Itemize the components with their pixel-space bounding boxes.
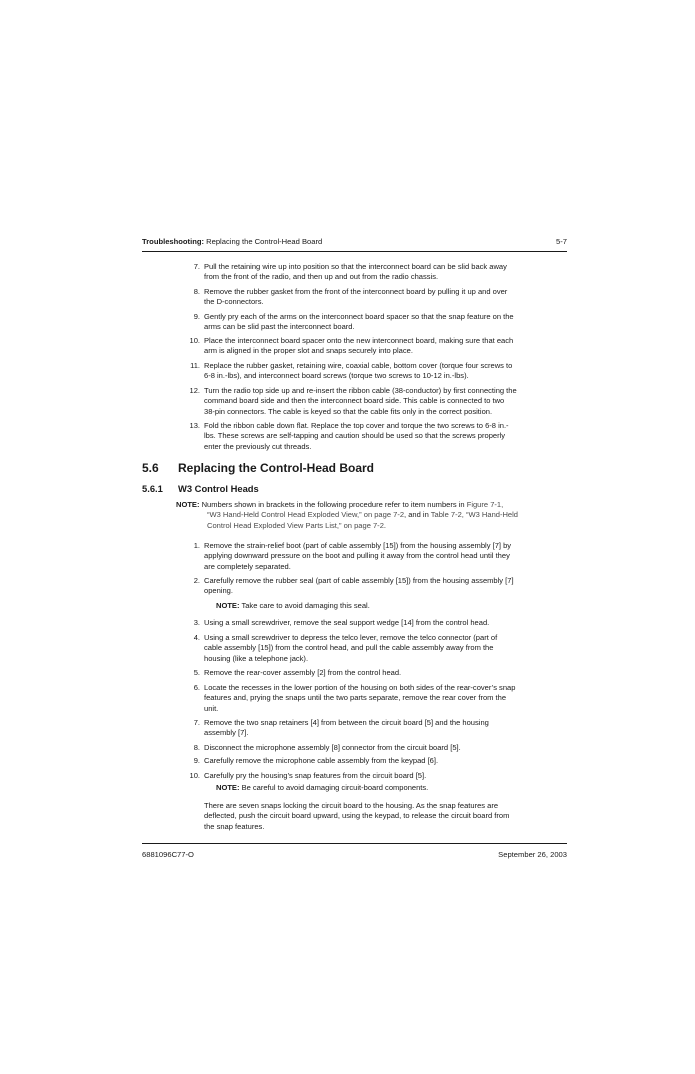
step-number: 8. [193, 743, 200, 752]
step-line: Carefully pry the housing’s snap features from the circuit board [5]. [204, 771, 427, 780]
step-line: Place the interconnect board spacer onto the new interconnect board, making sure that each [204, 336, 514, 345]
header-page-number: 5-7 [556, 237, 567, 246]
page-header [142, 237, 567, 246]
note-circuit-board: NOTE: Be careful to avoid damaging circuit-board components. [216, 783, 429, 792]
step-line: the D-connectors. [204, 297, 264, 307]
step-line: Turn the radio top side up and re-insert the ribbon cable (38-conductor) by first connecting the [204, 386, 517, 395]
step-text [204, 262, 574, 283]
header-title: Troubleshooting: Replacing the Control-Head Board [142, 237, 323, 246]
step-line: Using a small screwdriver, remove the seal support wedge [14] from the control head. [204, 618, 490, 627]
footer-date: September 26, 2003 [498, 850, 567, 859]
step-number: 8. [193, 287, 200, 296]
step-line: features and, prying the snaps until the two parts separate, remove the rear cover from the [204, 693, 507, 703]
step-line: applying downward pressure on the boot and pulling it away from the control head until they [204, 551, 510, 561]
step-line: 6-8 in.-lbs), and interconnect board screws (torque two screws to 10-12 in.-lbs). [204, 371, 469, 381]
step-text [204, 287, 574, 308]
step-text [204, 743, 574, 753]
step-text [204, 361, 574, 382]
step-line: arm is aligned in the proper slot and snaps securely into place. [204, 346, 413, 356]
link-table-7-2-title[interactable]: Control Head Exploded View Parts List,” on page 7-2 [207, 520, 384, 530]
step-line: enter the previously cut threads. [204, 441, 312, 451]
step-line: housing (like a telephone jack). [204, 653, 309, 663]
step-number: 4. [193, 633, 200, 642]
step-line: Remove the rubber gasket from the front of the interconnect board by pulling it up and over [204, 287, 508, 296]
step-line: 38-pin connectors. The cable is keyed so that the cable fits only in the correct position. [204, 406, 493, 416]
step-text [204, 618, 574, 628]
step-line: lbs. These screws are self-tapping and caution should be used so that the screws properly [204, 431, 506, 441]
step-line: cable assembly [15]) from the control head, and pull the cable assembly away from the [204, 643, 494, 653]
link-table-7-2[interactable]: Table 7-2, “W3 Hand-Held [430, 510, 518, 520]
step-line: Remove the two snap retainers [4] from between the circuit board [5] and the housing [204, 718, 489, 727]
step-text [204, 683, 574, 714]
step-number: 3. [193, 618, 200, 627]
step-text [204, 633, 574, 664]
step-number: 11. [190, 361, 200, 370]
step-line: Carefully remove the microphone cable assembly from the keypad [6]. [204, 756, 439, 765]
step-text [204, 336, 574, 357]
step-text [204, 421, 574, 452]
header-rule [142, 251, 567, 252]
step-line: opening. [204, 586, 233, 596]
step-line: assembly [7]. [204, 728, 249, 738]
step-line: arms can be slid past the interconnect board. [204, 322, 355, 332]
step-line: Gently pry each of the arms on the interconnect board spacer so that the snap feature on the [204, 312, 514, 321]
footer-doc-number: 6881096C77-O [142, 850, 194, 859]
step-text [204, 386, 574, 417]
note-seal: NOTE: Take care to avoid damaging this seal. [216, 601, 370, 610]
step-number: 9. [193, 756, 200, 765]
note-procedure-refs: NOTE: Numbers shown in brackets in the following procedure refer to item numbers in Figure 7-1, “W3 Hand-Held Control Head Exploded View,” on page 7-2, and in Table 7-2, “W3 Hand-Held Control Head Exploded View Parts List,” on page 7-2. [176, 500, 518, 530]
step-line: Carefully remove the rubber seal (part of cable assembly [15]) from the housing assembly [7] [204, 576, 514, 585]
step-number: 12. [189, 386, 200, 395]
step-text [204, 718, 574, 739]
step-text [204, 541, 574, 572]
link-figure-7-1-title[interactable]: “W3 Hand-Held Control Head Exploded View,” on page 7-2 [207, 510, 405, 520]
step-text [204, 576, 574, 597]
step-line: Remove the rear-cover assembly [2] from the control head. [204, 668, 402, 677]
link-figure-7-1[interactable]: Figure 7-1, [466, 500, 504, 509]
closing-paragraph: There are seven snaps locking the circuit board to the housing. As the snap features are deflected, push the circuit board upward, using the keypad, to release the circuit board from the snap features. [204, 801, 510, 831]
step-text [204, 668, 574, 678]
step-line: Fold the ribbon cable down flat. Replace the top cover and torque the two screws to 6-8 in.- [204, 421, 509, 430]
step-number: 13. [189, 421, 200, 430]
step-number: 9. [193, 312, 200, 321]
step-text [204, 756, 574, 766]
step-number: 10. [189, 771, 200, 780]
step-line: command board side and then the interconnect board side. This cable is connected to two [204, 396, 505, 406]
step-line: Replace the rubber gasket, retaining wire, coaxial cable, bottom cover (torque four screws to [204, 361, 513, 370]
step-number: 6. [193, 683, 200, 692]
step-line: unit. [204, 703, 219, 713]
step-line: Pull the retaining wire up into position so that the interconnect board can be slid back away [204, 262, 507, 271]
step-number: 5. [193, 668, 200, 677]
step-line: Using a small screwdriver to depress the telco lever, remove the telco connector (part of [204, 633, 498, 642]
step-line: Remove the strain-relief boot (part of cable assembly [15]) from the housing assembly [7] by [204, 541, 512, 550]
step-line: Disconnect the microphone assembly [8] connector from the circuit board [5]. [204, 743, 461, 752]
step-number: 10. [189, 336, 200, 345]
page-footer [142, 850, 567, 859]
step-text [204, 771, 574, 781]
step-number: 2. [193, 576, 200, 585]
step-number: 1. [193, 541, 200, 550]
step-number: 7. [193, 262, 200, 271]
subsection-heading: 5.6.1 W3 Control Heads [142, 483, 259, 494]
step-line: from the front of the radio, and then up and out from the radio chassis. [204, 272, 439, 282]
step-number: 7. [193, 718, 200, 727]
step-line: are completely separated. [204, 561, 291, 571]
footer-rule [142, 843, 567, 844]
step-text [204, 312, 574, 333]
section-heading: 5.6 Replacing the Control-Head Board [142, 461, 375, 475]
step-line: Locate the recesses in the lower portion of the housing on both sides of the rear-cover’s snap [204, 683, 516, 692]
